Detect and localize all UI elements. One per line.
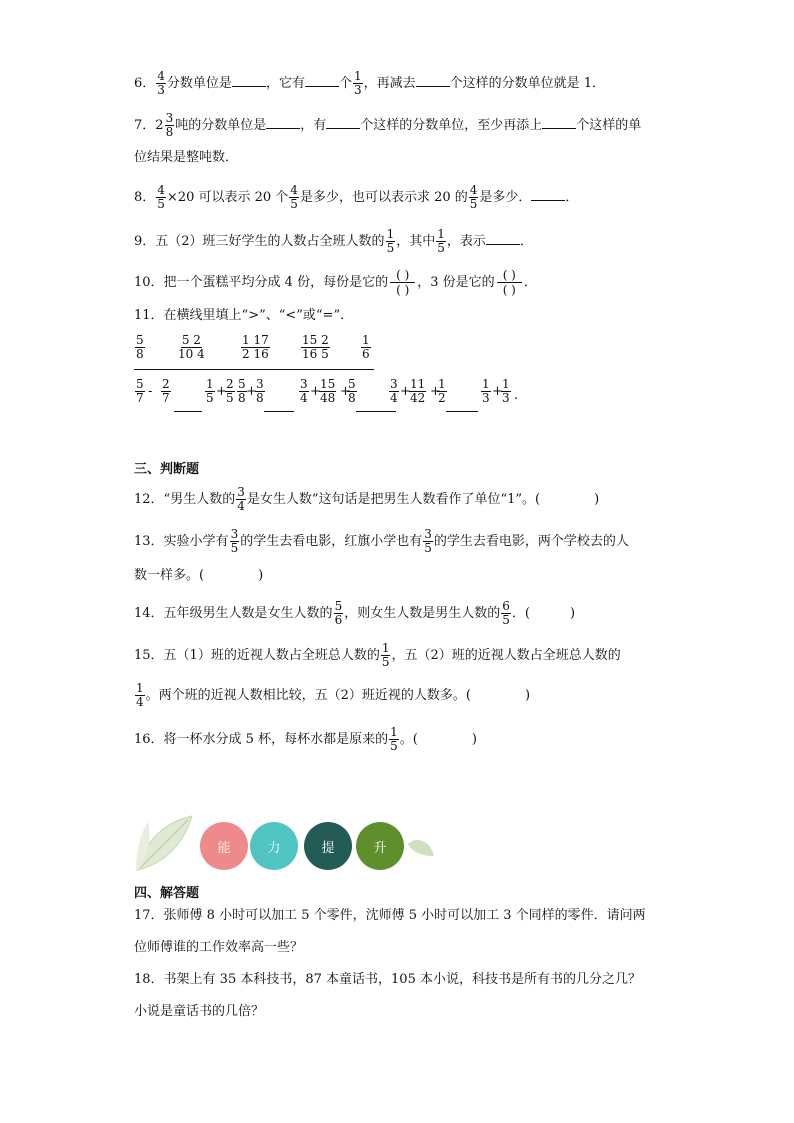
section-title: 三、判断题	[134, 462, 200, 477]
fraction: $\frac{1}{2}$	[438, 377, 446, 405]
fraction: $\frac{15}{48}$	[320, 377, 336, 405]
fraction: $\frac{6}{5}$	[502, 599, 510, 627]
fraction: $\frac{4}{5}$	[469, 183, 478, 211]
fraction: $\frac{1}{5}$	[206, 377, 214, 405]
answer-line[interactable]	[446, 411, 478, 412]
question-18-cont: 小说是童话书的几倍？	[134, 1004, 265, 1019]
fraction: $\frac{1}{5}$	[386, 227, 395, 255]
question-10: 10．把一个蛋糕平均分成 4 份，每份是它的 ( ) ( ) ，3 份是它的 ( ) ( ) ．	[134, 268, 537, 297]
question-14: 14．五年级男生人数是女生人数的 $\frac{5}{6}$ ，则女生人数是男生人数的 $\frac{6}{5}$ ．( )	[134, 599, 576, 627]
fraction: $\frac{15 2}{16 5}$	[302, 333, 329, 361]
fraction: $\frac{1}{3}$	[482, 377, 490, 405]
question-9: 9．五（2）班三好学生的人数占全班人数的 $\frac{1}{5}$ ，其中 $\frac{1}{5}$ ，表示 ．	[134, 227, 533, 255]
question-12: 12．“男生人数的 $\frac{3}{4}$ 是女生人数”这句话是把男生人数看作了单位“1”。( )	[134, 485, 600, 513]
banner-circle: 能	[200, 822, 248, 870]
question-8: 8． $\frac{4}{5}$ ×20 可以表示 20 个 $\frac{4}{5}$ 是多少，也可以表示求 20 的 $\frac{4}{5}$ 是多少． ．	[134, 183, 579, 211]
answer-blank[interactable]	[542, 116, 576, 129]
compare-row-1	[134, 334, 374, 370]
fraction-answer-box[interactable]: ( ) ( )	[497, 268, 522, 297]
question-13: 13．实验小学有 $\frac{3}{5}$ 的学生去看电影，红旗小学也有 $\frac{3}{5}$ 的学生去看电影，两个学校去的人	[134, 527, 629, 555]
fraction: $\frac{2}{7}$	[162, 377, 170, 405]
banner-circle: 升	[356, 822, 404, 870]
fraction: $\frac{1}{5}$	[437, 227, 445, 255]
answer-blank[interactable]	[531, 188, 565, 201]
answer-blank[interactable]	[416, 74, 450, 87]
question-16: 16．将一杯水分成 5 杯，每杯水都是原来的 $\frac{1}{5}$ 。( )	[134, 725, 477, 753]
question-17: 17．张师傅 8 小时可以加工 5 个零件，沈师傅 5 小时可以加工 3 个同样的零件．请问两	[134, 908, 646, 923]
fraction: $\frac{3}{8}$	[256, 377, 264, 405]
fraction: $\frac{1}{3}$	[353, 69, 362, 97]
fraction: $\frac{3}{4}$	[390, 377, 398, 405]
fraction: $\frac{5}{8}$	[348, 377, 356, 405]
fraction: $\frac{1}{5}$	[390, 725, 398, 753]
answer-blank[interactable]	[266, 116, 300, 129]
answer-line[interactable]	[356, 411, 396, 412]
fraction: $\frac{4}{5}$	[290, 183, 298, 211]
answer-blank[interactable]	[326, 116, 360, 129]
question-11: 11．在横线里填上“>”、“<”或“=”．	[134, 308, 354, 323]
compare-row-2: $\frac{5}{7}$ - $\frac{2}{7}$ $\frac{1}{5}$ + $\frac{2}{5}$ $\frac{5}{8}$ + $\frac{3}{8}$ $\frac{3}{4}$ + $\frac{15}{48}$ + $\frac{5}{8}$ $\frac{3}{4}$ + $\frac{11}{42}$ + $\frac{1}{2}$ $\frac{1}{3}$ + $\frac{1}{3}$ .	[136, 377, 519, 405]
fraction: $\frac{3}{5}$	[424, 527, 432, 555]
question-7-cont: 位结果是整吨数．	[134, 150, 239, 165]
question-17-cont: 位师傅谁的工作效率高一些？	[134, 940, 304, 955]
fraction: $\frac{5 2}{10 4}$	[178, 333, 205, 361]
fraction: $\frac{1}{6}$	[362, 333, 370, 361]
fraction-answer-box[interactable]: ( ) ( )	[390, 268, 415, 297]
q-number: 6．	[134, 76, 156, 91]
fraction: $\frac{1}{5}$	[381, 641, 390, 669]
answer-blank[interactable]	[486, 232, 520, 245]
fraction: $\frac{1}{3}$	[502, 377, 510, 405]
banner-circle: 力	[250, 822, 298, 870]
fraction: $\frac{3}{4}$	[237, 485, 245, 513]
answer-blank[interactable]	[305, 74, 339, 87]
leaf-decoration-icon	[134, 812, 198, 874]
fraction: $\frac{4}{5}$	[157, 183, 165, 211]
fraction: $\frac{1 17}{2 16}$	[242, 333, 269, 361]
answer-line[interactable]	[174, 411, 202, 412]
fraction: $\frac{5}{8}$	[238, 377, 246, 405]
banner-circle: 提	[304, 822, 352, 870]
section-title: 四、解答题	[134, 886, 200, 901]
fraction: $\frac{2}{5}$	[226, 377, 234, 405]
fraction: $\frac{3}{5}$	[230, 527, 239, 555]
question-15: 15．五（1）班的近视人数占全班总人数的 $\frac{1}{5}$ ，五（2）班的近视人数占全班总人数的	[134, 641, 621, 669]
question-7: 7．2 $\frac{3}{8}$ 吨的分数单位是 ，有 个这样的分数单位，至少再添上 个这样的单	[134, 111, 642, 139]
question-15-cont: $\frac{1}{4}$ 。两个班的近视人数相比较，五（2）班近视的人数多。( )	[136, 681, 531, 709]
fraction: $\frac{5}{6}$	[334, 599, 343, 627]
answer-line[interactable]	[134, 369, 374, 370]
fraction: $\frac{3}{4}$	[300, 377, 308, 405]
answer-line[interactable]	[264, 411, 294, 412]
question-6: 6． $\frac{4}{3}$ 分数单位是 ，它有 个 $\frac{1}{3}$ ，再减去 个这样的分数单位就是 1．	[134, 69, 606, 97]
question-13-cont: 数一样多。( )	[134, 568, 264, 583]
fraction: $\frac{5}{7}$	[136, 377, 144, 405]
fraction: $\frac{11}{42}$	[410, 377, 426, 405]
fraction: $\frac{1}{4}$	[136, 681, 144, 709]
question-18: 18．书架上有 35 本科技书，87 本童话书，105 本小说，科技书是所有书的几分之几？	[134, 972, 641, 987]
answer-blank[interactable]	[232, 74, 266, 87]
small-leaf-icon	[406, 836, 436, 860]
fraction: $\frac{4}{3}$	[157, 69, 165, 97]
fraction: $\frac{5}{8}$	[136, 333, 144, 361]
fraction: $\frac{3}{8}$	[165, 111, 174, 139]
